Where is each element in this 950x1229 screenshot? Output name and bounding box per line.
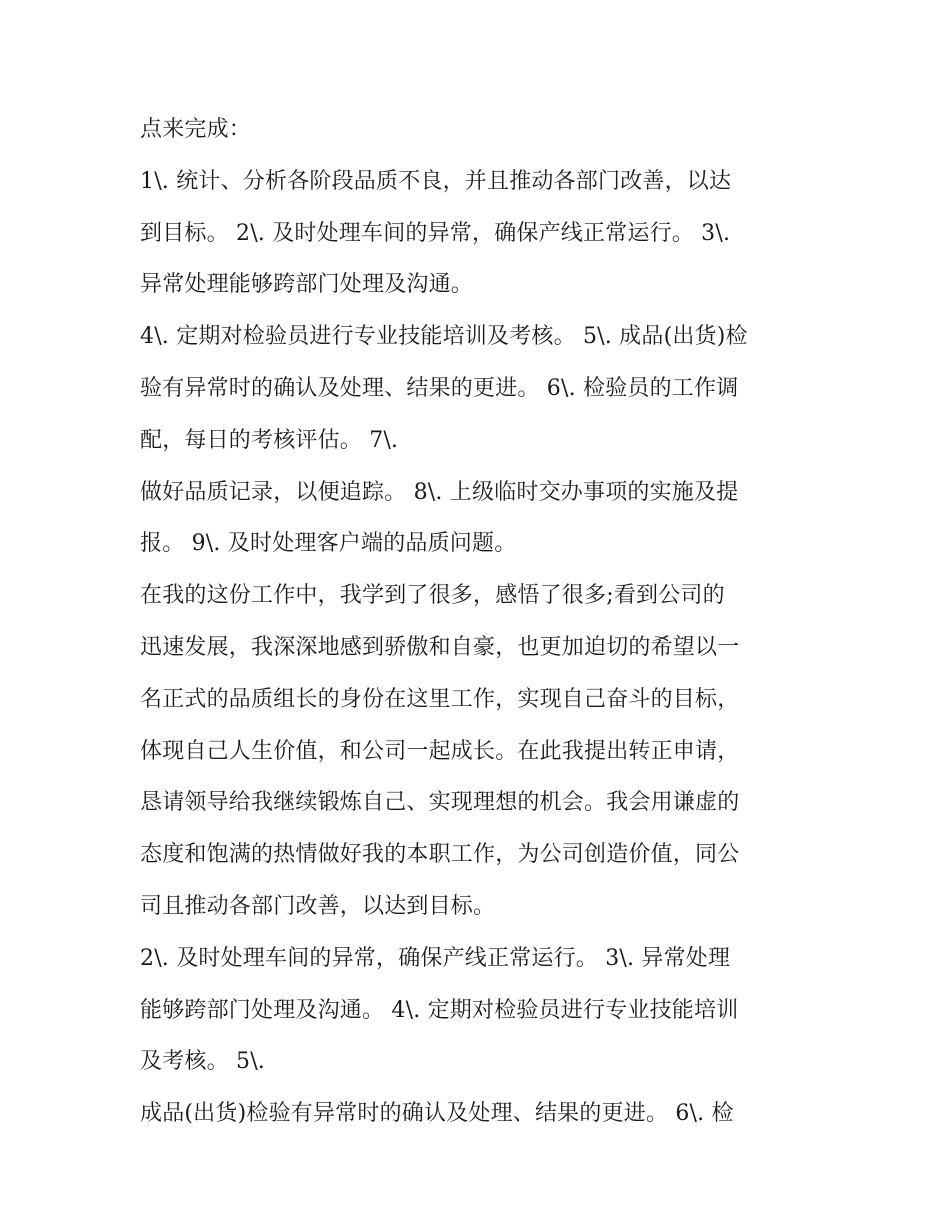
document-body: [140, 112, 820, 1148]
text-line: 迅速发展，我深深地感到骄傲和自豪，也更加迫切的希望以一: [140, 634, 740, 660]
text-line: 态度和饱满的热情做好我的本职工作，为公司创造价值，同公: [140, 842, 740, 868]
text-line: 及考核。 5\.: [140, 1049, 265, 1075]
text-line: 名正式的品质组长的身份在这里工作，实现自己奋斗的目标，: [140, 686, 740, 712]
text-line: 能够跨部门处理及沟通。 4\. 定期对检验员进行专业技能培训: [140, 997, 739, 1023]
text-line: 在我的这份工作中，我学到了很多，感悟了很多;看到公司的: [140, 583, 725, 609]
text-line: 2\. 及时处理车间的异常，确保产线正常运行。 3\. 异常处理: [140, 945, 731, 971]
text-line: 到目标。 2\. 及时处理车间的异常，确保产线正常运行。 3\.: [140, 220, 731, 246]
text-line: 1\. 统计、分析各阶段品质不良，并且推动各部门改善，以达: [140, 168, 732, 194]
text-line: 验有异常时的确认及处理、结果的更进。 6\. 检验员的工作调: [140, 375, 739, 401]
text-line: 体现自己人生价值，和公司一起成长。在此我提出转正申请，: [140, 738, 740, 764]
text-line: 恳请领导给我继续锻炼自己、实现理想的机会。我会用谦虚的: [140, 790, 740, 816]
text-line: 异常处理能够跨部门处理及沟通。: [140, 272, 474, 298]
text-line: 做好品质记录，以便追踪。 8\. 上级临时交办事项的实施及提: [140, 479, 739, 505]
text-line: 成品(出货)检验有异常时的确认及处理、结果的更进。 6\. 检: [140, 1101, 734, 1127]
text-line: 配，每日的考核评估。 7\.: [140, 427, 399, 453]
text-line: 司且推动各部门改善，以达到目标。: [140, 893, 496, 919]
text-line: 4\. 定期对检验员进行专业技能培训及考核。 5\. 成品(出货)检: [140, 324, 748, 350]
text-line: 点来完成：: [140, 117, 252, 142]
text-line: 报。 9\. 及时处理客户端的品质问题。: [140, 531, 517, 557]
